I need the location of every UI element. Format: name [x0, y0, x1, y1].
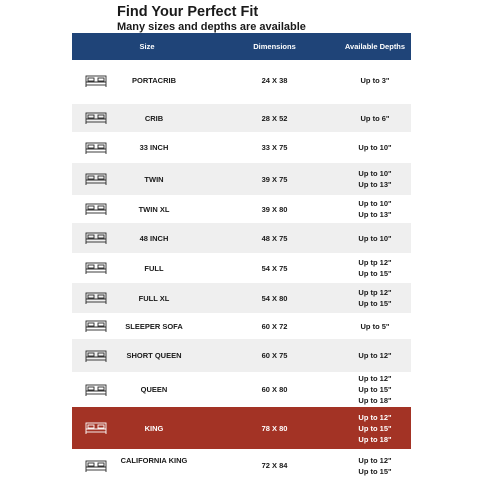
bed-icon	[85, 173, 107, 185]
bed-icon	[85, 460, 107, 472]
size-name: KING	[144, 423, 164, 433]
table-row	[72, 60, 411, 101]
size-name: CALIFORNIA KING	[120, 455, 188, 465]
depth-value: Up to 15"	[358, 385, 392, 394]
table-row	[72, 195, 411, 223]
dimensions: 28 X 52	[261, 113, 288, 123]
size-name: PORTACRIB	[131, 76, 177, 85]
available-depths	[300, 350, 450, 361]
available-depths	[300, 113, 450, 124]
size-name: FULL XL	[138, 293, 170, 303]
available-depths	[300, 75, 450, 86]
size-name: FULL	[144, 263, 164, 273]
bed-icon	[85, 262, 107, 274]
depth-value: Up to 5"	[360, 321, 390, 331]
depth-value: Up to 10"	[358, 233, 392, 243]
depth-value: Up to 6"	[360, 113, 390, 123]
depth-value: Up to 15"	[358, 466, 392, 476]
available-depths	[300, 373, 450, 406]
dimensions: 54 X 75	[261, 263, 288, 273]
bed-icon	[85, 112, 107, 124]
depth-value: Up to 12"	[358, 455, 392, 465]
table-row	[72, 223, 411, 253]
depth-value: Up to 13"	[358, 180, 392, 189]
table-row	[72, 313, 411, 339]
bed-icon	[85, 422, 107, 434]
table-row	[72, 451, 411, 480]
dimensions: 24 X 38	[261, 76, 288, 85]
table-row	[72, 135, 411, 160]
depth-value: Up to 12"	[358, 351, 392, 360]
dimensions: 60 X 75	[261, 351, 288, 360]
bed-icon	[85, 292, 107, 304]
size-name: CRIB	[144, 113, 164, 123]
depth-value: Up to 13"	[358, 210, 392, 219]
depth-value: Up tp 12"	[358, 288, 392, 297]
depth-value: Up to 12"	[358, 374, 392, 383]
depth-value: Up to 10"	[358, 143, 392, 152]
page-subtitle: Many sizes and depths are available	[117, 21, 306, 33]
dimensions: 72 X 84	[261, 461, 288, 470]
dimensions: 39 X 80	[261, 204, 288, 214]
size-name: SHORT QUEEN	[126, 351, 182, 360]
available-depths	[300, 257, 450, 279]
dimensions: 60 X 72	[261, 321, 288, 331]
table-row	[72, 339, 411, 372]
dimensions: 60 X 80	[261, 385, 288, 394]
bed-icon	[85, 350, 107, 362]
table-row	[72, 163, 411, 195]
available-depths	[300, 168, 450, 190]
page-title: Find Your Perfect Fit	[117, 4, 259, 20]
header-dimensions: Dimensions	[253, 42, 296, 51]
bed-icon	[85, 384, 107, 396]
available-depths	[300, 142, 450, 153]
table-row	[72, 372, 411, 407]
depth-value: Up tp 12"	[358, 258, 392, 267]
size-name: QUEEN	[140, 385, 168, 394]
dimensions: 33 X 75	[261, 143, 288, 152]
header-depths: Available Depths	[344, 42, 406, 51]
dimensions: 54 X 80	[261, 293, 288, 303]
depth-value: Up to 12"	[358, 412, 392, 422]
table-row	[72, 407, 411, 449]
depth-value: Up to 3"	[360, 76, 390, 85]
depth-value: Up to 15"	[358, 269, 392, 278]
bed-icon	[85, 203, 107, 215]
dimensions: 39 X 75	[261, 174, 288, 184]
size-name: TWIN	[144, 174, 164, 184]
depth-value: Up to 18"	[358, 434, 392, 444]
available-depths	[300, 287, 450, 309]
bed-icon	[85, 142, 107, 154]
available-depths	[300, 233, 450, 244]
table-row	[72, 253, 411, 283]
bed-icon	[85, 320, 107, 332]
available-depths	[300, 455, 450, 477]
table-header	[72, 33, 411, 60]
available-depths	[300, 412, 450, 445]
depth-value: Up to 15"	[358, 299, 392, 308]
bed-icon	[85, 232, 107, 244]
depth-value: Up to 10"	[358, 169, 392, 178]
size-name: TWIN XL	[138, 204, 170, 214]
table-row	[72, 283, 411, 313]
size-name: 48 INCH	[139, 233, 169, 243]
header-size: Size	[139, 42, 155, 51]
depth-value: Up to 10"	[358, 199, 392, 208]
depth-value: Up to 18"	[358, 396, 392, 405]
table-row	[72, 104, 411, 132]
bed-icon	[85, 75, 107, 87]
dimensions: 78 X 80	[261, 423, 288, 433]
depth-value: Up to 15"	[358, 423, 392, 433]
available-depths	[300, 198, 450, 220]
size-name: SLEEPER SOFA	[125, 321, 183, 331]
dimensions: 48 X 75	[261, 233, 288, 243]
available-depths	[300, 321, 450, 332]
size-name: 33 INCH	[139, 143, 169, 152]
